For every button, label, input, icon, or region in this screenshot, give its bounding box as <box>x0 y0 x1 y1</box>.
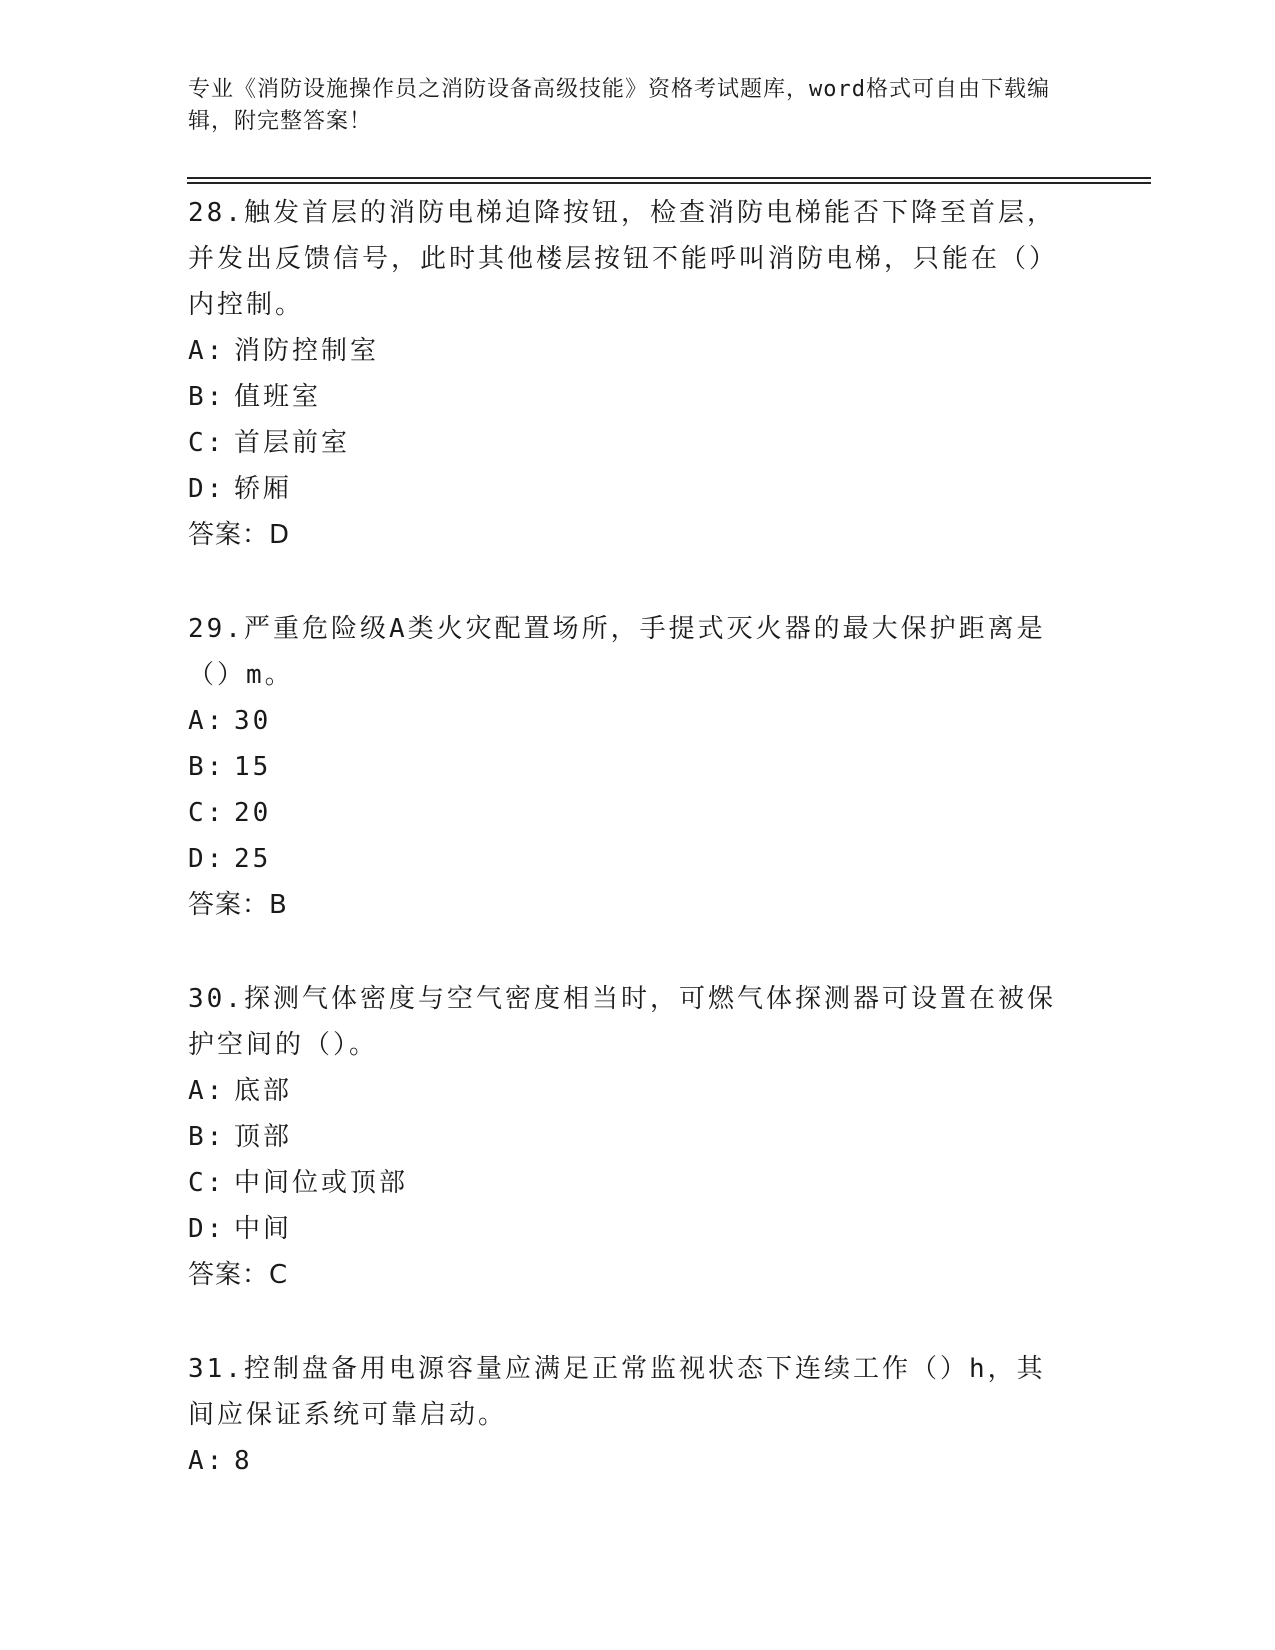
option-letter: B: <box>188 752 226 782</box>
option-a <box>188 1068 1088 1114</box>
option-b <box>188 744 1088 790</box>
option-a <box>188 1438 1088 1484</box>
option-b <box>188 1114 1088 1160</box>
spacer <box>188 1298 1088 1346</box>
option-b <box>188 374 1088 420</box>
option-letter: A: <box>188 1076 226 1106</box>
option-letter: A: <box>188 336 226 366</box>
option-c <box>188 790 1088 836</box>
option-d <box>188 836 1088 882</box>
option-text: 中间 <box>234 1214 293 1244</box>
question-stem: 29.严重危险级A类火灾配置场所，手提式灭火器的最大保护距离是（）m。 <box>188 614 1046 690</box>
question-29 <box>188 606 1088 928</box>
option-d <box>188 1206 1088 1252</box>
answer-line: 答案：D <box>188 520 291 550</box>
option-c <box>188 1160 1088 1206</box>
question-stem: 28.触发首层的消防电梯迫降按钮，检查消防电梯能否下降至首层，并发出反馈信号，此时其他楼层按钮不能呼叫消防电梯，只能在（）内控制。 <box>188 198 1059 320</box>
option-letter: B: <box>188 382 226 412</box>
question-stem: 30.探测气体密度与空气密度相当时，可燃气体探测器可设置在被保护空间的（）。 <box>188 984 1056 1060</box>
document-header: 专业《消防设施操作员之消防设备高级技能》资格考试题库，word格式可自由下载编辑，附完整答案！ <box>188 77 1050 134</box>
option-text: 30 <box>234 706 272 736</box>
option-c <box>188 420 1088 466</box>
option-d <box>188 466 1088 512</box>
option-text: 底部 <box>234 1076 293 1106</box>
option-text: 消防控制室 <box>234 336 380 366</box>
option-letter: A: <box>188 1446 226 1476</box>
option-text: 15 <box>234 752 272 782</box>
option-text: 8 <box>234 1446 253 1476</box>
option-text: 首层前室 <box>234 428 351 458</box>
option-letter: D: <box>188 1214 226 1244</box>
header-rule-bottom <box>187 182 1151 184</box>
option-text: 顶部 <box>234 1122 293 1152</box>
question-30 <box>188 976 1088 1298</box>
option-text: 25 <box>234 844 272 874</box>
option-letter: C: <box>188 428 226 458</box>
option-a <box>188 698 1088 744</box>
option-text: 轿厢 <box>234 474 293 504</box>
header-rule-top <box>187 177 1151 179</box>
spacer <box>188 928 1088 976</box>
question-31 <box>188 1346 1088 1484</box>
option-a <box>188 328 1088 374</box>
question-stem: 31.控制盘备用电源容量应满足正常监视状态下连续工作（）h，其间应保证系统可靠启动。 <box>188 1354 1046 1430</box>
option-text: 20 <box>234 798 272 828</box>
option-text: 中间位或顶部 <box>234 1168 409 1198</box>
spacer <box>188 558 1088 606</box>
option-letter: A: <box>188 706 226 736</box>
option-text: 值班室 <box>234 382 322 412</box>
option-letter: C: <box>188 798 226 828</box>
option-letter: D: <box>188 844 226 874</box>
answer-line: 答案：B <box>188 890 288 920</box>
question-28 <box>188 190 1088 558</box>
option-letter: C: <box>188 1168 226 1198</box>
answer-line: 答案：C <box>188 1260 289 1290</box>
question-list <box>188 190 1088 1484</box>
option-letter: D: <box>188 474 226 504</box>
option-letter: B: <box>188 1122 226 1152</box>
